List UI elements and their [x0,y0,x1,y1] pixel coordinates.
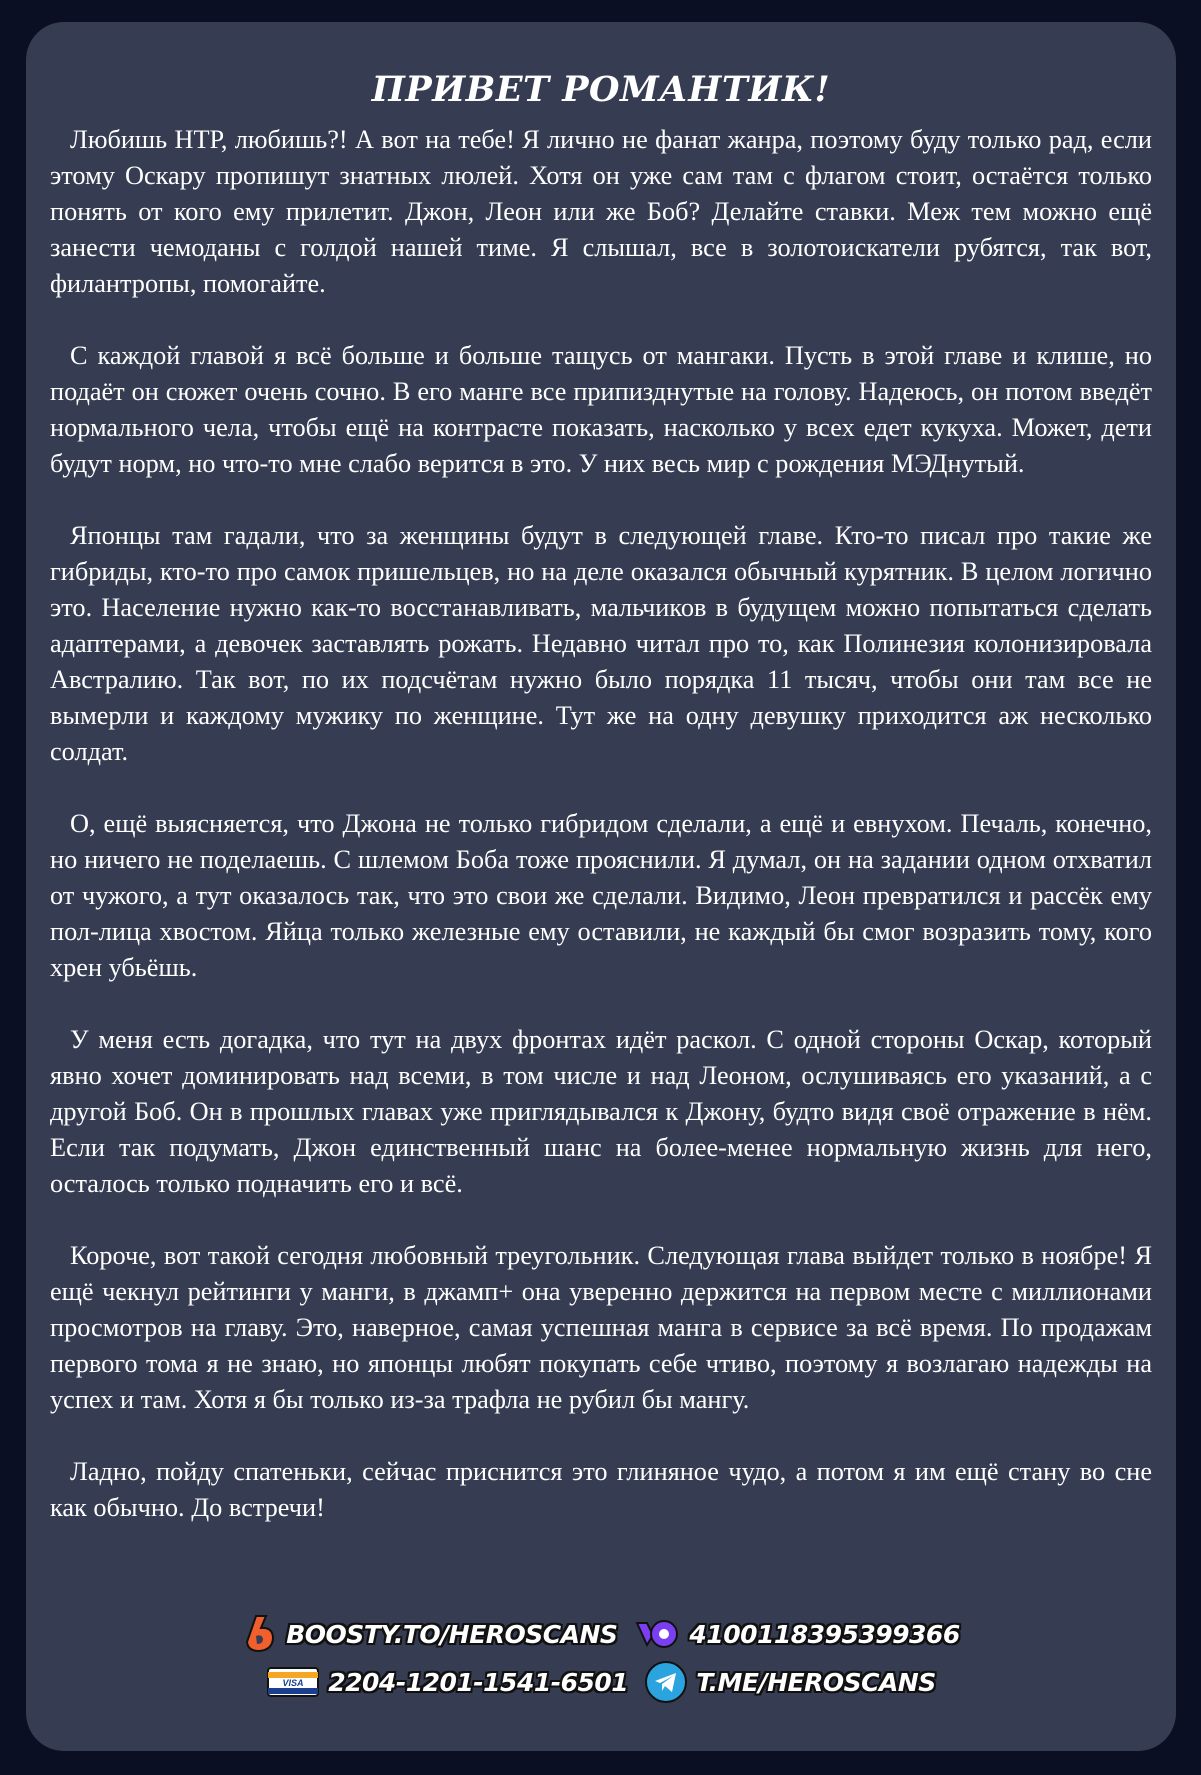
paragraph: Ладно, пойду спатеньки, сейчас приснится это глиняное чудо, а потом я им ещё стану во сне как обычно. До встречи! [50,1457,1152,1522]
support-row [26,1658,1176,1706]
telegram-text: T.ME/HEROSCANS [696,1667,936,1697]
telegram-icon [644,1660,688,1704]
afterword-text [50,122,1152,1526]
yoomoney-icon [633,1617,681,1651]
paragraph: У меня есть догадка, что тут на двух фронтах идёт раскол. С одной стороны Оскар, который явно хочет доминировать над всеми, в том числе и над Леоном, ослушиваясь его указаний, а с другой Боб. Он в прошлых главах уже приглядывался к Джону, будто видя своё отражение в нём. Если так подумать, Джон единственный шанс на более-менее нормальную жизнь для него, осталось только подначить его и всё. [50,1025,1152,1198]
afterword-card [26,22,1176,1751]
boosty-link[interactable] [242,1614,617,1654]
visa-card-icon [266,1665,320,1699]
paragraph: Японцы там гадали, что за женщины будут в следующей главе. Кто-то писал про такие же гибриды, кто-то про самок пришельцев, но на деле оказался обычный курятник. В целом логично это. Население нужно как-то восстанавливать, мальчиков в будущем можно попытаться сделать адаптерами, а девочек заставлять рожать. Недавно читал про то, как Полинезия колонизировала Австралию. Так вот, по их подсчётам нужно было порядка 11 тысяч, чтобы они там все не вымерли и каждому мужику по женщине. Тут же на одну девушку приходится аж несколько солдат. [50,521,1152,766]
paragraph: О, ещё выясняется, что Джона не только гибридом сделали, а ещё и евнухом. Печаль, конечно, но ничего не поделаешь. С шлемом Боба тоже прояснили. Я думал, он на задании одном отхватил от чужого, а тут оказалось так, что это свои же сделали. Видимо, Леон превратился и рассёк ему пол-лица хвостом. Яйца только железные ему оставили, не каждый бы смог возразить тому, кого хрен убьёшь. [50,809,1152,982]
yoomoney-link[interactable] [633,1617,959,1651]
support-links [26,1610,1176,1706]
card-number: 2204-1201-1541-6501 [328,1667,629,1697]
boosty-text: BOOSTY.TO/HEROSCANS [286,1619,618,1649]
visa-badge: VISA [282,1678,304,1688]
card-link[interactable] [266,1665,628,1699]
page-title: ПРИВЕТ РОМАНТИК! [371,69,831,110]
support-row [26,1610,1176,1658]
telegram-link[interactable] [644,1660,936,1704]
yoomoney-number: 4100118395399366 [689,1619,960,1649]
paragraph: С каждой главой я всё больше и больше тащусь от мангаки. Пусть в этой главе и клише, но подаёт он сюжет очень сочно. В его манге все припизднутые на голову. Надеюсь, он потом введёт нормального чела, чтобы ещё на контрасте показать, насколько у всех едет кукуха. Может, дети будут норм, но что-то мне слабо верится в это. У них весь мир с рождения МЭДнутый. [50,341,1152,478]
boosty-icon [242,1614,278,1654]
paragraph: Короче, вот такой сегодня любовный треугольник. Следующая глава выйдет только в ноябре! Я ещё чекнул рейтинги у манги, в джамп+ она уверенно держится на первом месте с миллионами просмотров на главу. Это, наверное, самая успешная манга в сервисе за всё время. По продажам первого тома я не знаю, но японцы любят покупать себе чтиво, поэтому я возлагаю надежды на успех и там. Хотя я бы только из-за трафла не рубил бы мангу. [50,1241,1152,1414]
paragraph: Любишь НТР, любишь?! А вот на тебе! Я лично не фанат жанра, поэтому буду только рад, если этому Оскару пропишут знатных люлей. Хотя он уже сам там с флагом стоит, остаётся только понять от кого ему прилетит. Джон, Леон или же Боб? Делайте ставки. Меж тем можно ещё занести чемоданы с голдой нашей тиме. Я слышал, все в золотоискатели рубятся, так вот, филантропы, помогайте. [50,125,1152,298]
